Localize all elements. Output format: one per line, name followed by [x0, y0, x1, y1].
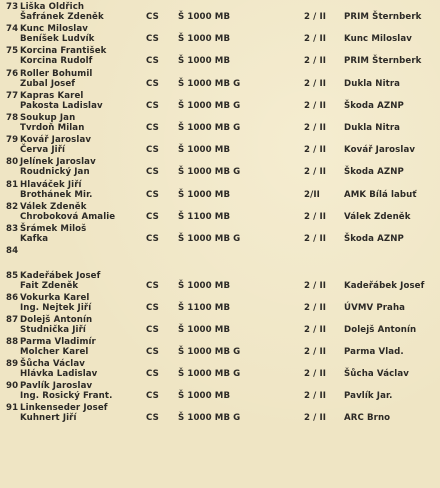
driver-name: Kovář Jaroslav [20, 135, 92, 145]
driver-name: Šůcha Václav [20, 359, 85, 369]
vehicle-type: Š 1000 MB G [178, 101, 241, 111]
club-name: PRIM Šternberk [344, 56, 422, 66]
club-name: Šůcha Václav [344, 369, 409, 379]
start-number: 83 [6, 224, 19, 234]
start-number: 82 [6, 202, 19, 212]
group-class: 2 / II [304, 101, 327, 111]
start-number: 87 [6, 315, 19, 325]
class-code: CS [146, 234, 159, 244]
start-number: 73 [6, 2, 19, 12]
class-code: CS [146, 347, 159, 357]
vehicle-type: Š 1000 MB G [178, 79, 241, 89]
start-number: 84 [6, 246, 19, 256]
start-number: 74 [6, 24, 19, 34]
driver-name: Hlaváček Jiří [20, 180, 82, 190]
driver-name: Liška Oldřich [20, 2, 85, 12]
group-class: 2 / II [304, 369, 327, 379]
club-name: Kunc Miloslav [344, 34, 412, 44]
start-number: 80 [6, 157, 19, 167]
start-number: 91 [6, 403, 19, 413]
codriver-name: Ing. Rosický Frant. [20, 391, 113, 401]
group-class: 2 / II [304, 391, 327, 401]
class-code: CS [146, 34, 159, 44]
codriver-name: Šafránek Zdeněk [20, 12, 104, 22]
codriver-name: Fait Zdeněk [20, 281, 79, 291]
class-code: CS [146, 303, 159, 313]
group-class: 2 / II [304, 212, 327, 222]
vehicle-type: Š 1000 MB G [178, 347, 241, 357]
codriver-name: Beníšek Ludvík [20, 34, 95, 44]
start-number: 86 [6, 293, 19, 303]
club-name: Kovář Jaroslav [344, 145, 416, 155]
club-name: AMK Bílá labuť [344, 190, 417, 200]
club-name: Škoda AZNP [344, 101, 404, 111]
start-number: 79 [6, 135, 19, 145]
class-code: CS [146, 325, 159, 335]
driver-name: Vokurka Karel [20, 293, 90, 303]
vehicle-type: Š 1000 MB G [178, 234, 241, 244]
group-class: 2 / II [304, 79, 327, 89]
class-code: CS [146, 101, 159, 111]
club-name: PRIM Šternberk [344, 12, 422, 22]
club-name: Škoda AZNP [344, 234, 404, 244]
driver-name: Pavlík Jaroslav [20, 381, 93, 391]
start-number: 78 [6, 113, 19, 123]
codriver-name: Korcina Rudolf [20, 56, 93, 66]
driver-name: Kapras Karel [20, 91, 84, 101]
group-class: 2 / II [304, 123, 327, 133]
class-code: CS [146, 212, 159, 222]
codriver-name: Brothánek Mir. [20, 190, 93, 200]
group-class: 2 / II [304, 167, 327, 177]
driver-name: Jelínek Jaroslav [20, 157, 96, 167]
codriver-name: Červa Jiří [20, 145, 66, 155]
codriver-name: Kafka [20, 234, 49, 244]
vehicle-type: Š 1000 MB G [178, 369, 241, 379]
codriver-name: Ing. Nejtek Jiří [20, 303, 92, 313]
codriver-name: Molcher Karel [20, 347, 89, 357]
club-name: Válek Zdeněk [344, 212, 411, 222]
club-name: Pavlík Jar. [344, 391, 393, 401]
codriver-name: Chroboková Amalie [20, 212, 116, 222]
start-number: 85 [6, 271, 19, 281]
club-name: Dukla Nitra [344, 79, 401, 89]
club-name: ARC Brno [344, 413, 391, 423]
group-class: 2 / II [304, 56, 327, 66]
codriver-name: Hlávka Ladislav [20, 369, 98, 379]
class-code: CS [146, 123, 159, 133]
group-class: 2 / II [304, 145, 327, 155]
driver-name: Linkenseder Josef [20, 403, 108, 413]
start-number: 77 [6, 91, 19, 101]
class-code: CS [146, 190, 159, 200]
group-class: 2 / II [304, 34, 327, 44]
codriver-name: Zubal Josef [20, 79, 76, 89]
class-code: CS [146, 391, 159, 401]
vehicle-type: Š 1000 MB G [178, 167, 241, 177]
codriver-name: Kuhnert Jiří [20, 413, 77, 423]
driver-name: Parma Vladimír [20, 337, 96, 347]
start-number: 81 [6, 180, 19, 190]
group-class: 2 / II [304, 281, 327, 291]
codriver-name: Pakosta Ladislav [20, 101, 103, 111]
vehicle-type: Š 1100 MB [178, 212, 231, 222]
club-name: Škoda AZNP [344, 167, 404, 177]
start-number: 90 [6, 381, 19, 391]
driver-name: Šrámek Miloš [20, 224, 87, 234]
vehicle-type: Š 1000 MB [178, 56, 231, 66]
vehicle-type: Š 1000 MB [178, 12, 231, 22]
driver-name: Soukup Jan [20, 113, 76, 123]
class-code: CS [146, 56, 159, 66]
codriver-name: Roudnický Jan [20, 167, 90, 177]
club-name: Parma Vlad. [344, 347, 404, 357]
driver-name: Kadeřábek Josef [20, 271, 101, 281]
class-code: CS [146, 413, 159, 423]
vehicle-type: Š 1000 MB [178, 281, 231, 291]
vehicle-type: Š 1100 MB [178, 303, 231, 313]
club-name: Dolejš Antonín [344, 325, 417, 335]
class-code: CS [146, 167, 159, 177]
vehicle-type: Š 1000 MB [178, 325, 231, 335]
vehicle-type: Š 1000 MB G [178, 123, 241, 133]
class-code: CS [146, 145, 159, 155]
class-code: CS [146, 369, 159, 379]
driver-name: Korcina František [20, 46, 107, 56]
driver-name: Kunc Miloslav [20, 24, 88, 34]
vehicle-type: Š 1000 MB [178, 190, 231, 200]
start-number: 88 [6, 337, 19, 347]
vehicle-type: Š 1000 MB [178, 34, 231, 44]
group-class: 2 / II [304, 12, 327, 22]
start-number: 89 [6, 359, 19, 369]
vehicle-type: Š 1000 MB [178, 391, 231, 401]
group-class: 2 / II [304, 325, 327, 335]
group-class: 2 / II [304, 303, 327, 313]
class-code: CS [146, 281, 159, 291]
group-class: 2/II [304, 190, 320, 200]
club-name: Dukla Nitra [344, 123, 401, 133]
codriver-name: Tvrdoň Milan [20, 123, 85, 133]
club-name: Kadeřábek Josef [344, 281, 425, 291]
driver-name: Válek Zdeněk [20, 202, 87, 212]
start-number: 76 [6, 69, 19, 79]
group-class: 2 / II [304, 413, 327, 423]
driver-name: Roller Bohumil [20, 69, 93, 79]
driver-name: Dolejš Antonín [20, 315, 93, 325]
start-number: 75 [6, 46, 19, 56]
group-class: 2 / II [304, 347, 327, 357]
group-class: 2 / II [304, 234, 327, 244]
class-code: CS [146, 79, 159, 89]
vehicle-type: Š 1000 MB [178, 145, 231, 155]
vehicle-type: Š 1000 MB G [178, 413, 241, 423]
codriver-name: Studnička Jiří [20, 325, 86, 335]
club-name: ÚVMV Praha [344, 303, 406, 313]
class-code: CS [146, 12, 159, 22]
